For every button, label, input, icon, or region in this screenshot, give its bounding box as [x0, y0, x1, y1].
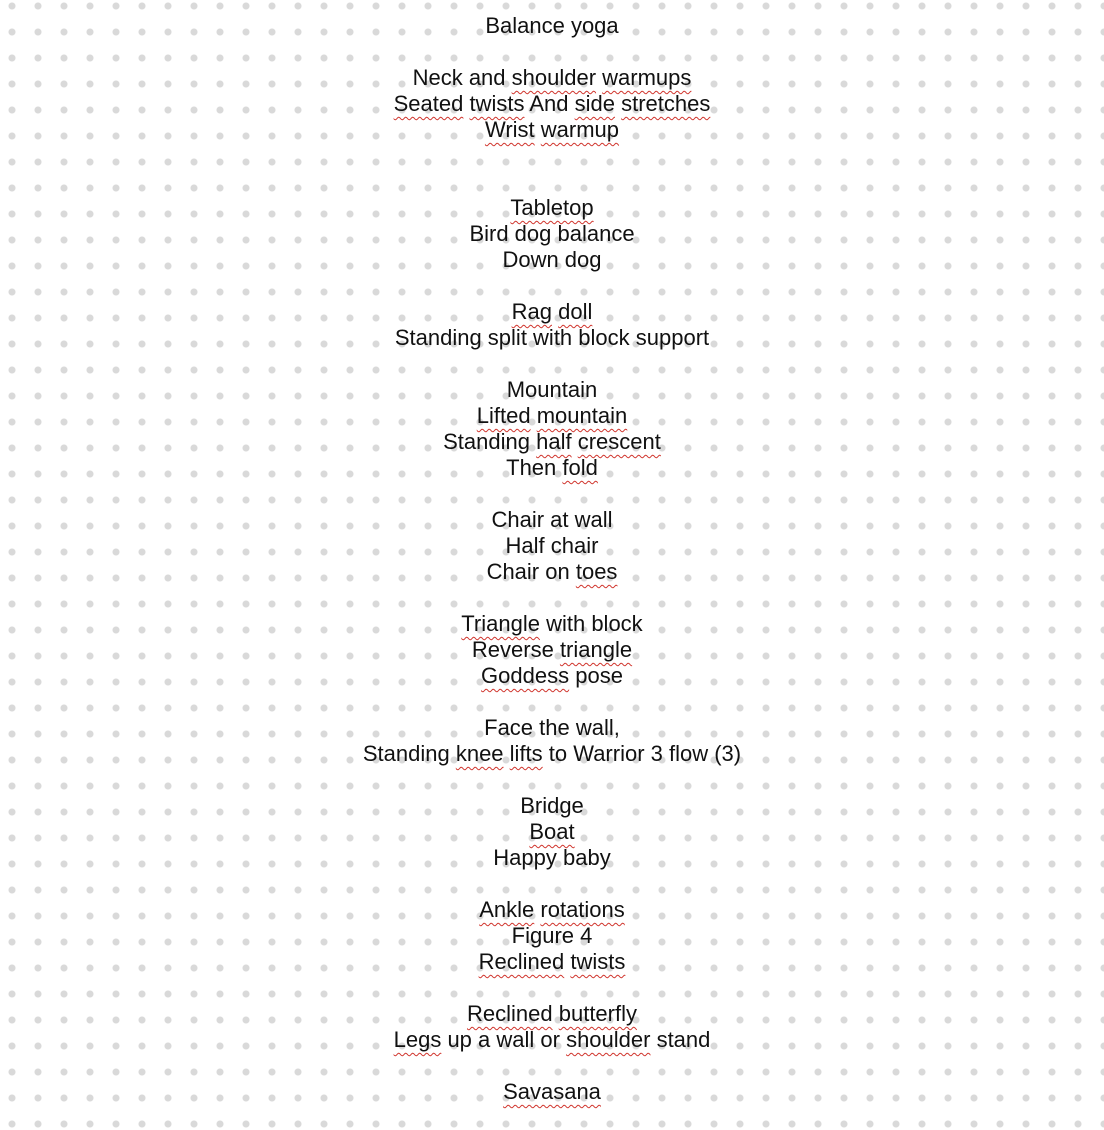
line-text: Chair on [486, 559, 576, 584]
line-text: Reverse [471, 637, 560, 662]
note-line[interactable] [0, 325, 1104, 351]
line-text: up a wall or [441, 1027, 567, 1052]
note-line[interactable] [0, 1027, 1104, 1053]
line-text: Chair at wall [491, 507, 613, 532]
line-text: Half chair [505, 533, 599, 558]
note-line[interactable] [0, 637, 1104, 663]
note-line[interactable] [0, 715, 1104, 741]
blank-line[interactable] [0, 143, 1104, 169]
misspelled-word[interactable]: Seated [393, 91, 464, 116]
blank-line[interactable] [0, 1053, 1104, 1079]
misspelled-word[interactable]: rotations [540, 897, 625, 922]
misspelled-word[interactable]: Tabletop [510, 195, 594, 220]
misspelled-word[interactable]: crescent [577, 429, 661, 454]
blank-line[interactable] [0, 585, 1104, 611]
note-line[interactable] [0, 559, 1104, 585]
misspelled-word[interactable]: Wrist [484, 117, 535, 142]
blank-line[interactable] [0, 975, 1104, 1001]
line-text: Figure 4 [511, 923, 593, 948]
line-text: stand [650, 1027, 711, 1052]
note-line[interactable] [0, 403, 1104, 429]
misspelled-word[interactable]: shoulder [511, 65, 597, 90]
blank-line[interactable] [0, 169, 1104, 195]
misspelled-word[interactable]: knee [455, 741, 504, 766]
line-text: Standing [443, 429, 537, 454]
note-line[interactable] [0, 1001, 1104, 1027]
line-text: Happy baby [493, 845, 611, 870]
line-text: Mountain [506, 377, 598, 402]
misspelled-word[interactable]: triangle [559, 637, 633, 662]
line-text: And [524, 91, 575, 116]
misspelled-word[interactable]: Legs [393, 1027, 442, 1052]
misspelled-word[interactable]: fold [562, 455, 598, 480]
line-text: Face the wall, [484, 715, 620, 740]
note-line[interactable] [0, 793, 1104, 819]
misspelled-word[interactable]: Boat [529, 819, 575, 844]
note-line[interactable] [0, 507, 1104, 533]
blank-line[interactable] [0, 689, 1104, 715]
note-line[interactable] [0, 845, 1104, 871]
misspelled-word[interactable]: side [574, 91, 615, 116]
line-text: Standing split with block support [394, 325, 710, 350]
misspelled-word[interactable]: stretches [621, 91, 711, 116]
note-line[interactable] [0, 1079, 1104, 1105]
misspelled-word[interactable]: butterfly [558, 1001, 637, 1026]
note-line[interactable] [0, 611, 1104, 637]
note-line[interactable] [0, 13, 1104, 39]
line-text: to Warrior 3 flow (3) [542, 741, 742, 766]
blank-line[interactable] [0, 481, 1104, 507]
note-line[interactable] [0, 117, 1104, 143]
note-line[interactable] [0, 741, 1104, 767]
note-line[interactable] [0, 533, 1104, 559]
misspelled-word[interactable]: Reclined [467, 1001, 553, 1026]
misspelled-word[interactable]: Rag [511, 299, 552, 324]
blank-line[interactable] [0, 871, 1104, 897]
misspelled-word[interactable]: Savasana [503, 1079, 601, 1104]
misspelled-word[interactable]: warmup [540, 117, 620, 142]
note-line[interactable] [0, 663, 1104, 689]
blank-line[interactable] [0, 39, 1104, 65]
note-line[interactable] [0, 455, 1104, 481]
line-text: Standing [362, 741, 456, 766]
note-line[interactable] [0, 221, 1104, 247]
misspelled-word[interactable]: Ankle [479, 897, 535, 922]
note-line[interactable] [0, 949, 1104, 975]
note-line[interactable] [0, 247, 1104, 273]
misspelled-word[interactable]: Lifted [476, 403, 531, 428]
line-text: with block [539, 611, 643, 636]
misspelled-word[interactable]: lifts [509, 741, 543, 766]
misspelled-word[interactable]: mountain [536, 403, 628, 428]
note-line[interactable] [0, 429, 1104, 455]
line-text: Balance yoga [485, 13, 619, 38]
misspelled-word[interactable]: doll [558, 299, 593, 324]
note-line[interactable] [0, 299, 1104, 325]
blank-line[interactable] [0, 767, 1104, 793]
note-line[interactable] [0, 897, 1104, 923]
misspelled-word[interactable]: warmups [602, 65, 692, 90]
note-line[interactable] [0, 923, 1104, 949]
line-text: pose [569, 663, 623, 688]
line-text: Bird dog balance [469, 221, 635, 246]
line-text: Bridge [520, 793, 584, 818]
note-body[interactable] [0, 13, 1104, 1105]
misspelled-word[interactable]: Goddess [481, 663, 570, 688]
line-text: Down dog [502, 247, 602, 272]
blank-line[interactable] [0, 351, 1104, 377]
line-text: Neck and [412, 65, 512, 90]
misspelled-word[interactable]: half [536, 429, 572, 454]
note-line[interactable] [0, 195, 1104, 221]
misspelled-word[interactable]: shoulder [566, 1027, 651, 1052]
misspelled-word[interactable]: twists [570, 949, 626, 974]
note-line[interactable] [0, 377, 1104, 403]
line-text: Then [506, 455, 563, 480]
blank-line[interactable] [0, 273, 1104, 299]
note-line[interactable] [0, 819, 1104, 845]
misspelled-word[interactable]: Triangle [461, 611, 540, 636]
note-line[interactable] [0, 91, 1104, 117]
misspelled-word[interactable]: Reclined [478, 949, 565, 974]
misspelled-word[interactable]: toes [575, 559, 618, 584]
misspelled-word[interactable]: twists [469, 91, 525, 116]
note-line[interactable] [0, 65, 1104, 91]
